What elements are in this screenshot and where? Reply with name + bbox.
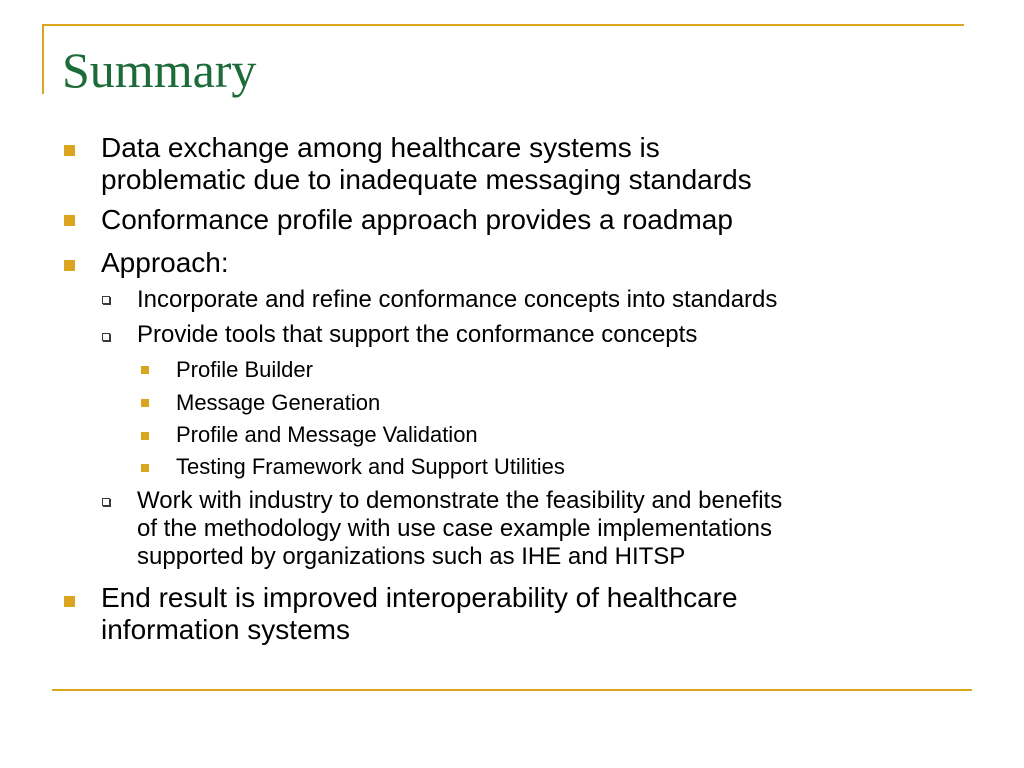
bullet-item: End result is improved interoperability of healthcare information systems	[101, 582, 738, 645]
hollow-square-bullet-icon	[102, 498, 110, 506]
slide-title: Summary	[62, 42, 257, 98]
top-rule	[42, 24, 964, 26]
tool-item: Testing Framework and Support Utilities	[176, 454, 565, 479]
square-bullet-icon	[141, 366, 149, 374]
square-bullet-icon	[64, 596, 75, 607]
sub-bullet-item: Incorporate and refine conformance concepts into standards	[137, 286, 778, 313]
hollow-square-bullet-icon	[102, 296, 110, 304]
hollow-square-bullet-icon	[102, 333, 110, 341]
bullet-item: Approach:	[101, 247, 229, 278]
tool-item: Profile Builder	[176, 357, 313, 382]
bullet-item: Conformance profile approach provides a roadmap	[101, 204, 733, 235]
square-bullet-icon	[64, 260, 75, 271]
bottom-rule	[52, 689, 972, 691]
bullet-item: Data exchange among healthcare systems is problematic due to inadequate messaging standards	[101, 132, 752, 195]
square-bullet-icon	[141, 464, 149, 472]
square-bullet-icon	[64, 215, 75, 226]
tool-item: Profile and Message Validation	[176, 422, 478, 447]
sub-bullet-item: Work with industry to demonstrate the feasibility and benefits of the methodology with use case example implementations supported by organizations such as IHE and HITSP	[137, 487, 783, 570]
square-bullet-icon	[141, 432, 149, 440]
sub-bullet-item: Provide tools that support the conformance concepts	[137, 321, 698, 348]
left-rule	[42, 24, 44, 94]
square-bullet-icon	[64, 145, 75, 156]
tool-item: Message Generation	[176, 390, 381, 415]
square-bullet-icon	[141, 399, 149, 407]
